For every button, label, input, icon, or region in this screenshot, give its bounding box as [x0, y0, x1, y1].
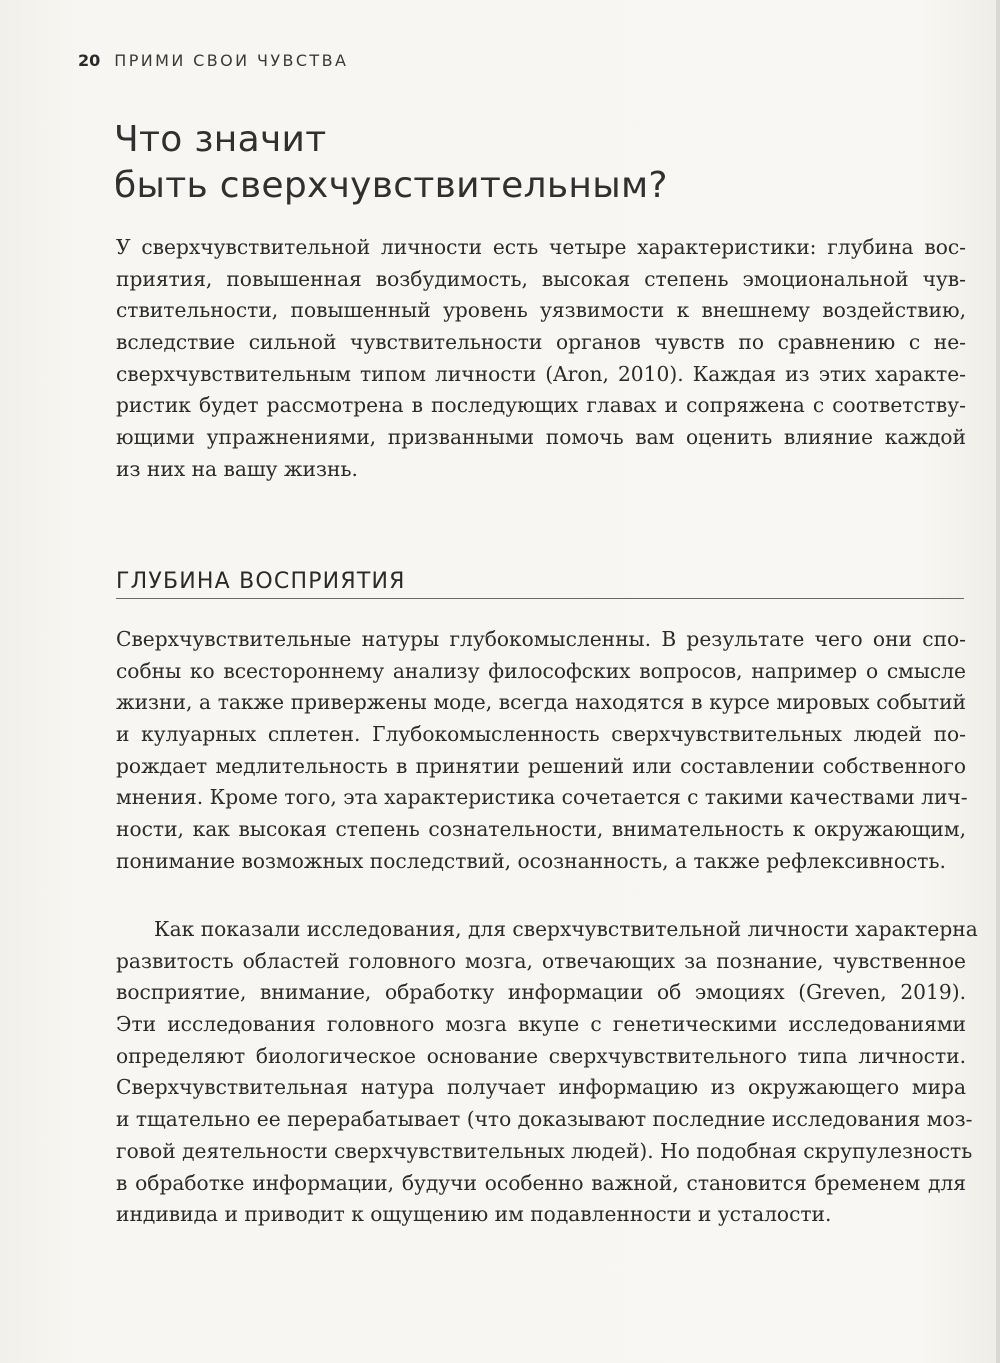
text-line: Эти исследования головного мозга вкупе с генетическими исследованиями: [116, 1012, 966, 1037]
chapter-title: [114, 117, 668, 209]
text-line: сверхчувствительным типом личности (Aron, 2010). Каждая из этих характе-: [116, 361, 966, 386]
text-line: в обработке информации, будучи особенно важной, становится бременем для: [116, 1170, 966, 1195]
text-line: собны ко всестороннему анализу философских вопросов, например о смысле: [116, 658, 966, 683]
text-line: ности, как высокая степень сознательности, внимательность к окружающим,: [116, 817, 966, 842]
text-line: из них на вашу жизнь.: [116, 456, 358, 481]
text-line: ствительности, повышенный уровень уязвимости к внешнему воздействию,: [116, 298, 966, 323]
running-header: [78, 51, 348, 70]
page-number: 20: [78, 51, 101, 70]
text-line: понимание возможных последствий, осознанность, а также рефлексивность.: [116, 848, 946, 873]
text-line: вследствие сильной чувствительности органов чувств по сравнению с не-: [116, 330, 966, 355]
intro-paragraph: [116, 232, 966, 486]
text-line: Сверхчувствительные натуры глубокомысленны. В результате чего они спо-: [116, 627, 966, 651]
text-line: Как показали исследования, для сверхчувствительной личности характерна: [154, 917, 978, 941]
text-line: мнения. Кроме того, эта характеристика сочетается с такими качествами лич-: [116, 785, 968, 810]
text-line: и тщательно ее перерабатывает (что доказывают последние исследования моз-: [116, 1107, 973, 1132]
text-line: Сверхчувствительная натура получает информацию из окружающего мира: [116, 1075, 966, 1100]
chapter-title-line: Что значит: [114, 119, 327, 160]
section-paragraph-1: [116, 624, 966, 878]
text-line: и кулуарных сплетен. Глубокомысленность сверхчувствительных людей по-: [116, 722, 966, 747]
text-line: приятия, повышенная возбудимость, высокая степень эмоциональной чув-: [116, 266, 966, 291]
text-line: развитость областей головного мозга, отвечающих за познание, чувственное: [116, 948, 966, 973]
section-divider: [116, 598, 964, 599]
text-line: У сверхчувствительной личности есть четыре характеристики: глубина вос-: [116, 235, 966, 259]
chapter-title-line: быть сверхчувствительным?: [114, 165, 668, 206]
text-line: говой деятельности сверхчувствительных людей). Но подобная скрупулезность: [116, 1138, 973, 1163]
text-line: рождает медлительность в принятии решений или составлении собственного: [116, 753, 966, 778]
text-line: ристик будет рассмотрена в последующих главах и сопряжена с соответству-: [116, 393, 966, 418]
running-title: ПРИМИ СВОИ ЧУВСТВА: [114, 51, 349, 70]
text-line: ющими упражнениями, призванными помочь вам оценить влияние каждой: [116, 425, 966, 450]
section-heading: ГЛУБИНА ВОСПРИЯТИЯ: [116, 569, 406, 594]
page-edge-shadow: [996, 0, 1000, 1363]
text-line: жизни, а также привержены моде, всегда находятся в курсе мировых событий: [116, 690, 966, 715]
text-line: определяют биологическое основание сверхчувствительного типа личности.: [116, 1043, 966, 1068]
section-paragraph-2: [116, 914, 978, 1231]
text-line: индивида и приводит к ощущению им подавленности и усталости.: [116, 1202, 832, 1227]
text-line: восприятие, внимание, обработку информации об эмоциях (Greven, 2019).: [116, 980, 966, 1005]
